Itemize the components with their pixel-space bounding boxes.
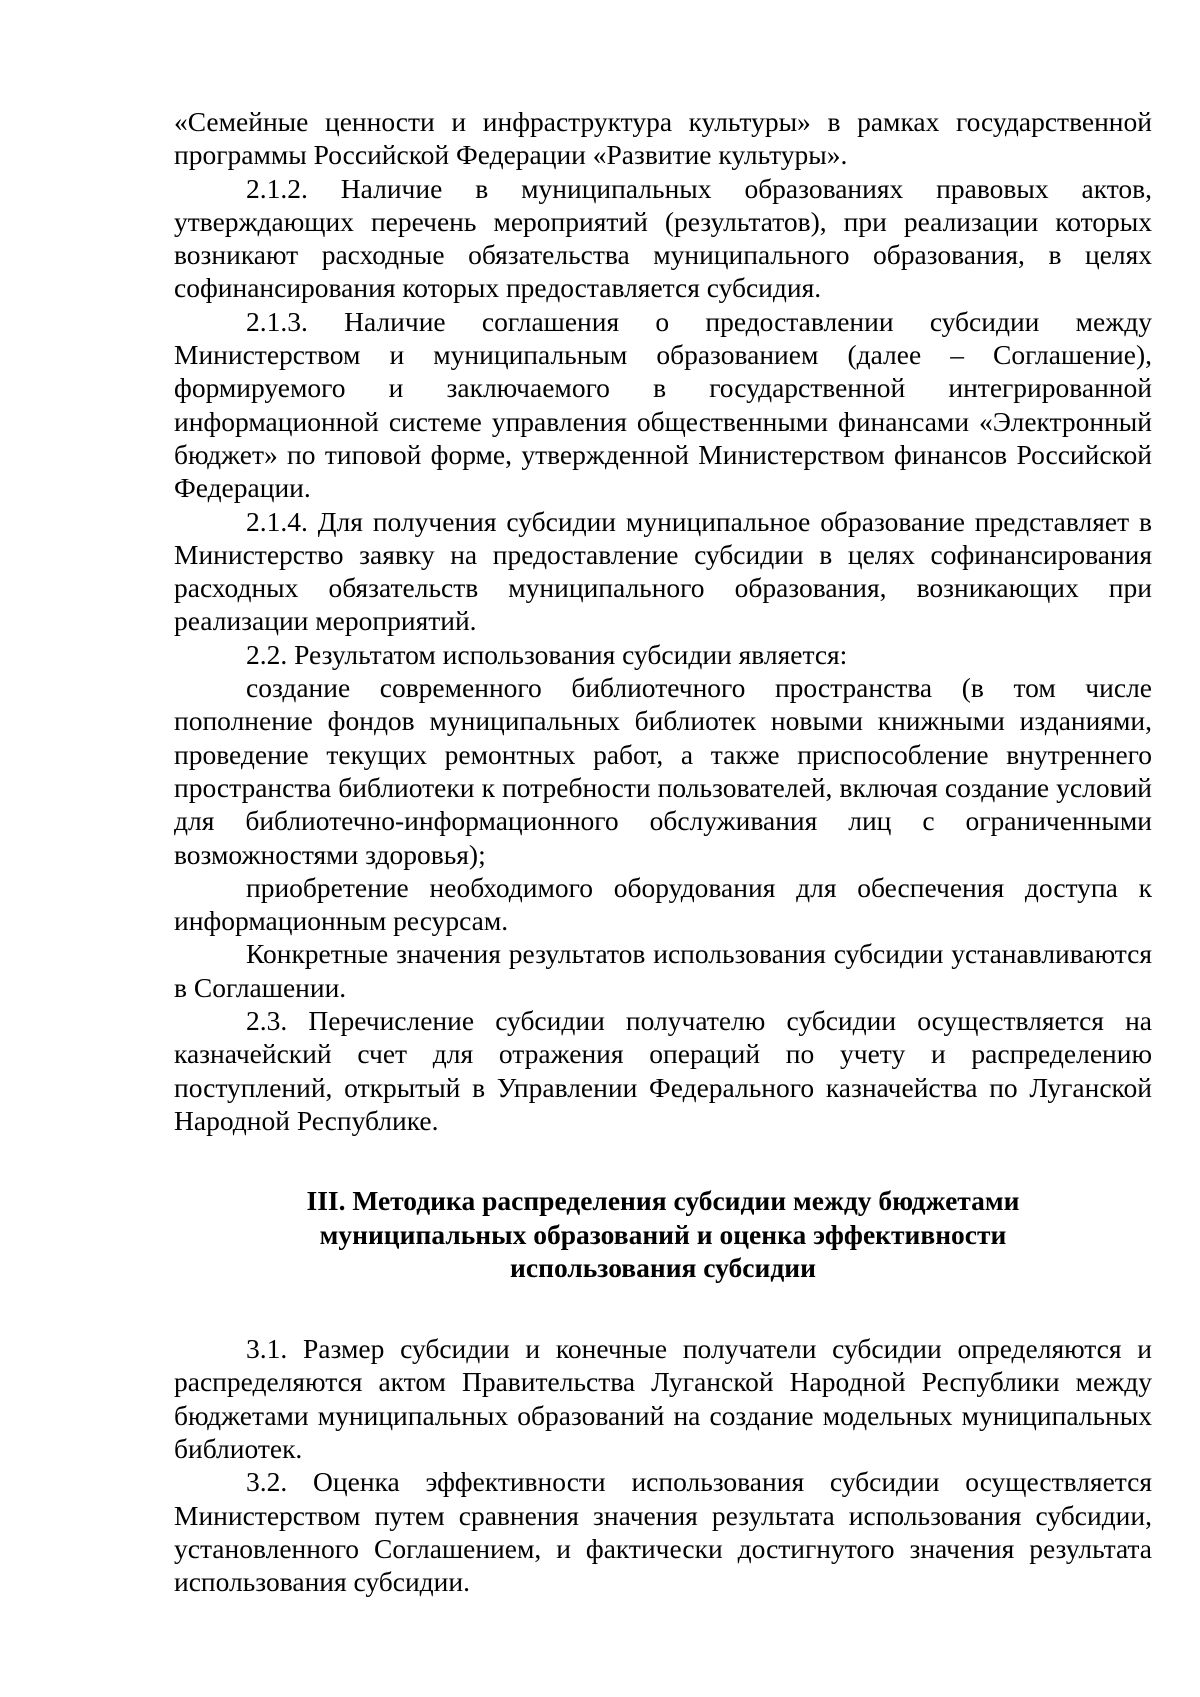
paragraph-2-1-2: 2.1.2. Наличие в муниципальных образованиях правовых актов, утверждающих перечень мероприятий (результатов), при реализации которых возникают расходные обязательства муниципального образования, в целях софинансирования которых предоставляется субсидия. xyxy=(174,172,1152,304)
section-heading-line-3: использования субсидии xyxy=(510,1251,816,1283)
paragraph-3-1: 3.1. Размер субсидии и конечные получатели субсидии определяются и распределяются актом Правительства Луганской Народной Республики между бюджетами муниципальных образований на создание модельных муниципальных библиотек. xyxy=(174,1333,1152,1464)
document-page xyxy=(174,105,1152,1598)
paragraph-2-1-3: 2.1.3. Наличие соглашения о предоставлении субсидии между Министерством и муниципальным образованием (далее – Соглашение), формируемого и заключаемого в государственной интегрированной информационной системе управления общественными финансами «Электронный бюджет» по типовой форме, утвержденной Министерством финансов Российской Федерации. xyxy=(174,305,1152,504)
section-heading-line-1: III. Методика распределения субсидии между бюджетами xyxy=(306,1185,1020,1217)
paragraph-result-equipment: приобретение необходимого оборудования для обеспечения доступа к информационным ресурсам. xyxy=(174,871,1152,937)
section-heading xyxy=(174,1184,1152,1284)
paragraph-result-values: Конкретные значения результатов использования субсидии устанавливаются в Соглашении. xyxy=(174,938,1152,1003)
paragraph-2-3: 2.3. Перечисление субсидии получателю субсидии осуществляется на казначейский счет для отражения операций по учету и распределению поступлений, открытый в Управлении Федерального казначейства по Луганской Народной Республике. xyxy=(174,1005,1152,1136)
paragraph-2-1-4: 2.1.4. Для получения субсидии муниципальное образование представляет в Министерство заявку на предоставление субсидии в целях софинансирования расходных обязательств муниципального образования, возникающих при реализации мероприятий. xyxy=(174,505,1152,637)
paragraph-2-2: 2.2. Результатом использования субсидии является: xyxy=(246,638,848,670)
section-heading-line-2: муниципальных образований и оценка эффективности xyxy=(319,1218,1007,1250)
paragraph-result-library-space: создание современного библиотечного пространства (в том числе пополнение фондов муниципальных библиотек новыми книжными изданиями, проведение текущих ремонтных работ, а также приспособление внутреннего пространства библиотеки к потребности пользователей, включая создание условий для библиотечно-информационного обслуживания лиц с ограниченными возможностями здоровья); xyxy=(174,672,1152,870)
paragraph-3-2: 3.2. Оценка эффективности использования субсидии осуществляется Министерством путем сравнения значения результата использования субсидии, установленного Соглашением, и фактически достигнутого значения результата использования субсидии. xyxy=(174,1466,1152,1598)
paragraph-program-continuation: «Семейные ценности и инфраструктура культуры» в рамках государственной программы Российской Федерации «Развитие культуры». xyxy=(174,106,1152,171)
